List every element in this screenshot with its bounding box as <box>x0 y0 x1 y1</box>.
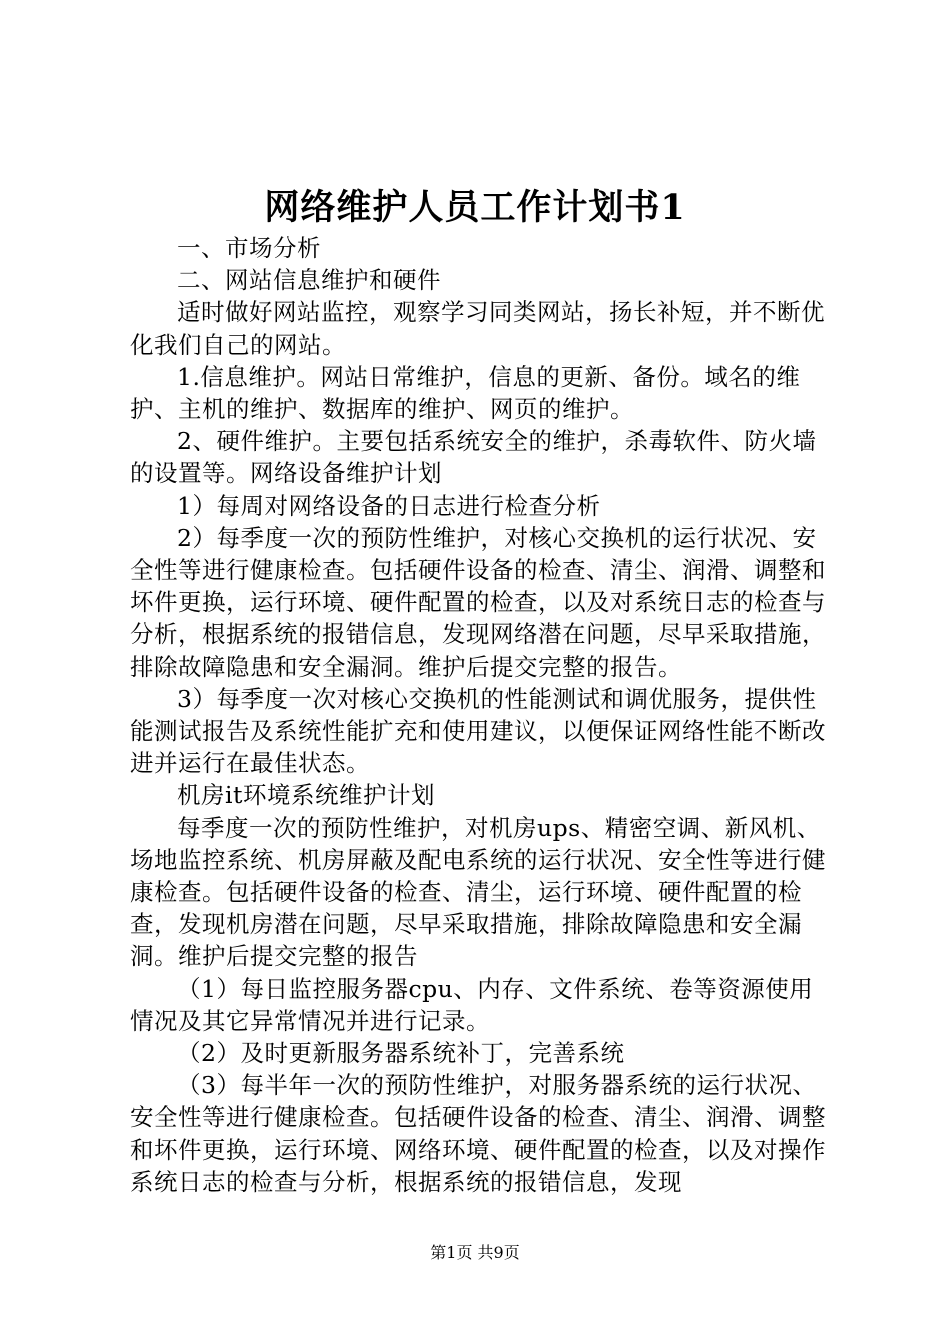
paragraph: （2）及时更新服务器系统补丁，完善系统 <box>177 1039 625 1068</box>
paragraph: 二、网站信息维护和硬件 <box>177 266 441 295</box>
paragraph: （1）每日监控服务器cpu、内存、文件系统、卷等资源使用情况及其它异常情况并进行记录。 <box>130 974 814 1035</box>
paragraph: 2、硬件维护。主要包括系统安全的维护，杀毒软件、防火墙的设置等。网络设备维护计划 <box>130 427 817 488</box>
paragraph: 2）每季度一次的预防性维护，对核心交换机的运行状况、安全性等进行健康检查。包括硬件设备的检查、清尘、润滑、调整和坏件更换，运行环境、硬件配置的检查，以及对系统日志的检查与分析，根据系统的报错信息，发现网络潜在问题，尽早采取措施，排除故障隐患和安全漏洞。维护后提交完整的报告。 <box>130 523 826 681</box>
page-footer: 第1页 共9页 <box>430 1243 520 1262</box>
paragraph: 适时做好网站监控，观察学习同类网站，扬长补短，并不断优化我们自己的网站。 <box>130 298 825 359</box>
paragraph: 3）每季度一次对核心交换机的性能测试和调优服务，提供性能测试报告及系统性能扩充和使用建议，以便保证网络性能不断改进并运行在最佳状态。 <box>130 684 826 778</box>
paragraph: 1.信息维护。网站日常维护，信息的更新、备份。域名的维护、主机的维护、数据库的维护、网页的维护。 <box>130 362 801 424</box>
document-body <box>130 232 835 1198</box>
paragraph: 一、市场分析 <box>177 234 321 262</box>
document-title: 网络维护人员工作计划书1 <box>264 187 686 228</box>
paragraph: （3）每半年一次的预防性维护，对服务器系统的运行状况、安全性等进行健康检查。包括硬件设备的检查、清尘、润滑、调整和坏件更换，运行环境、网络环境、硬件配置的检查，以及对操作系统日志的检查与分析，根据系统的报错信息，发现 <box>130 1071 826 1196</box>
paragraph: 机房it环境系统维护计划 <box>177 781 435 810</box>
paragraph: 每季度一次的预防性维护，对机房ups、精密空调、新风机、场地监控系统、机房屏蔽及配电系统的运行状况、安全性等进行健康检查。包括硬件设备的检查、清尘，运行环境、硬件配置的检查，发现机房潜在问题，尽早采取措施，排除故障隐患和安全漏洞。维护后提交完整的报告 <box>130 813 826 971</box>
paragraph: 1）每周对网络设备的日志进行检查分析 <box>177 491 601 520</box>
